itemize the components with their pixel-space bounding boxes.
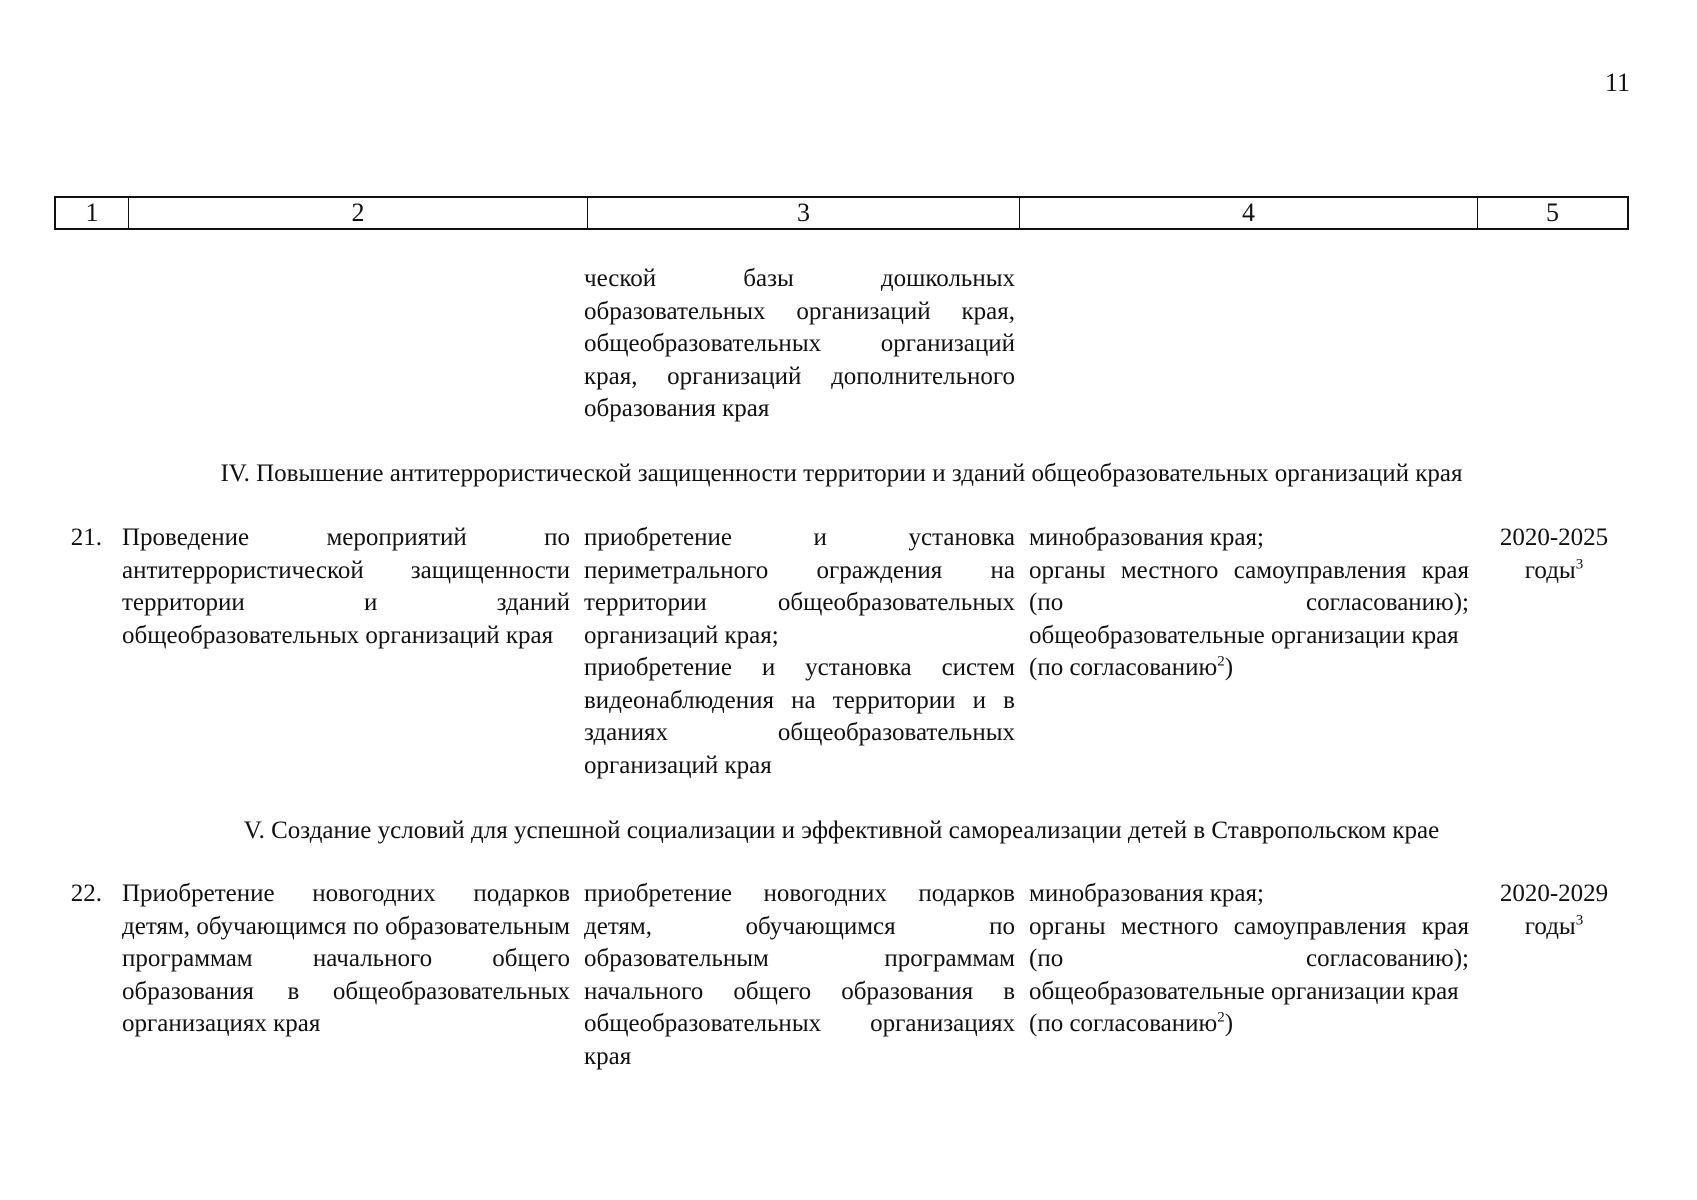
row-years [1484,878,1624,943]
years-suffix: годы$^3$ [1524,912,1584,940]
years-range: 2020-2029 [1499,880,1609,907]
row-number: 22. [70,880,102,907]
row-executors [1029,522,1469,685]
executor-line: минобразования края; [1029,880,1264,907]
column-header-3: 3 [588,198,1020,228]
section-heading-iv: IV. Повышение антитеррористической защищенности территории и зданий общеобразовательных организаций края [220,460,1463,487]
column-header-row [54,196,1629,230]
row-name: Проведение мероприятий по антитеррористической защищенности территории и зданий общеобразовательных организаций края [122,524,570,649]
row-description-part: приобретение и установка периметрального ограждения на территории общеобразовательных организаций края; [584,524,1015,649]
executor-line: органы местного самоуправления края (по согласованию); [1029,912,1469,972]
page-number: 11 [1605,68,1631,97]
executor-line: органы местного самоуправления края (по согласованию); [1029,556,1469,616]
executor-line: минобразования края; [1029,524,1264,551]
executor-line: общеобразовательные организации края (по согласованию$^2$) [1029,621,1459,681]
section-heading-v: V. Создание условий для успешной социализации и эффективной самореализации детей в Ставропольском крае [243,817,1440,844]
continuation-description: ческой базы дошкольных образовательных организаций края, общеобразовательных организаций края, организаций дополнительного образования края [584,265,1015,422]
column-header-4: 4 [1020,198,1478,228]
row-years [1484,522,1624,587]
column-header-2: 2 [129,198,588,228]
row-executors [1029,878,1469,1041]
row-description [584,522,1015,782]
executor-line: общеобразовательные организации края (по согласованию$^2$) [1029,977,1459,1037]
column-header-1: 1 [56,198,129,228]
row-number: 21. [70,524,102,551]
years-range: 2020-2025 [1499,524,1609,551]
years-suffix: годы$^3$ [1524,556,1584,584]
row-name: Приобретение новогодних подарков детям, обучающимся по образовательным программам начального общего образования в общеобразовательных организациях края [122,880,570,1037]
row-description-part: приобретение и установка систем видеонаблюдения на территории и в зданиях общеобразовательных организаций края [584,654,1015,779]
row-description: приобретение новогодних подарков детям, обучающимся по образовательным программам начального общего образования в общеобразовательных организациях края [584,880,1015,1070]
column-header-5: 5 [1546,198,1559,227]
